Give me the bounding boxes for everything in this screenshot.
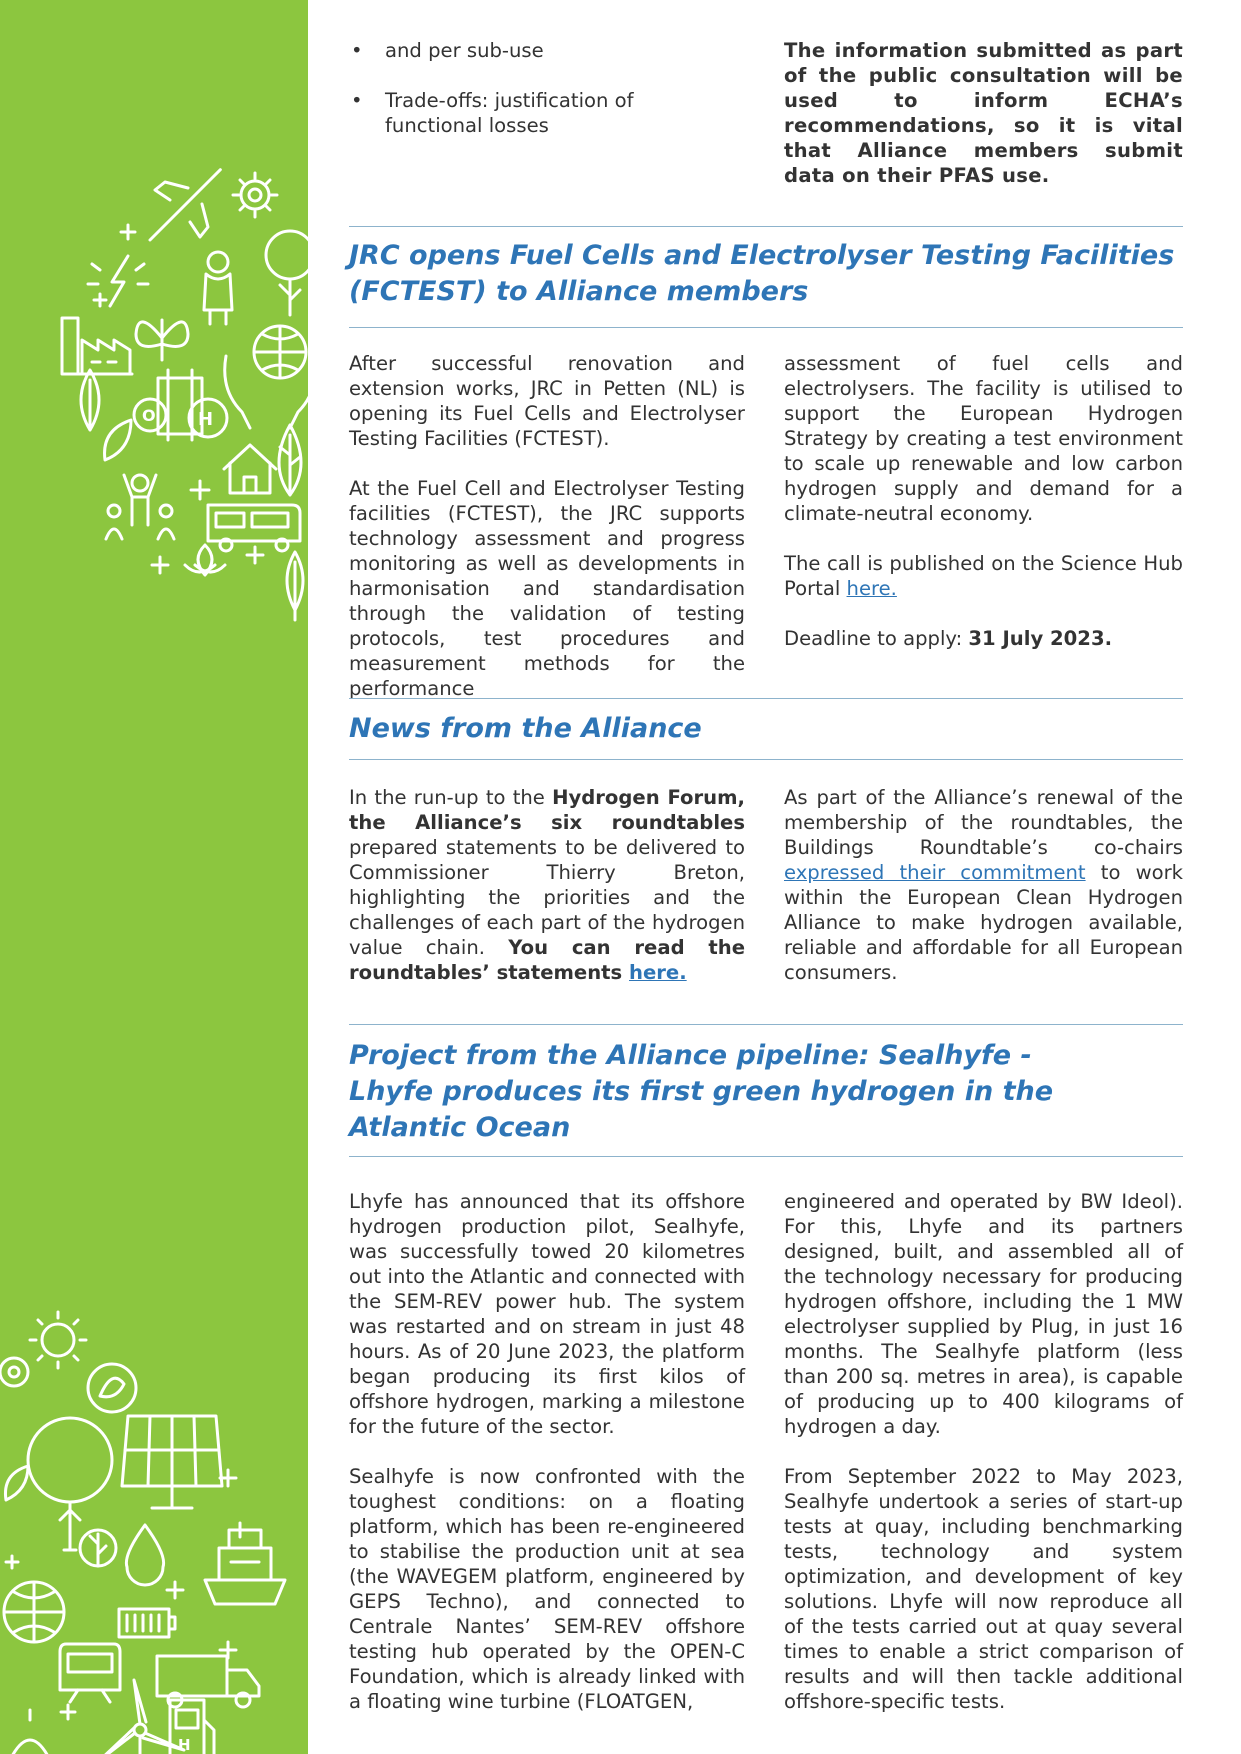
leaf-icon	[81, 370, 99, 430]
globe-icon	[254, 326, 306, 378]
commitment-link[interactable]: expressed their commitment	[784, 861, 1086, 884]
sun-icon	[30, 1312, 86, 1368]
leaf-icon	[105, 420, 131, 460]
section-divider	[349, 1024, 1183, 1025]
water-drop-icon	[126, 1525, 163, 1585]
butterfly-icon	[136, 320, 188, 360]
sealhyfe-right-column	[784, 1189, 1183, 1714]
sidebar-decoration	[0, 0, 308, 1754]
deadline-date: 31 July 2023.	[968, 627, 1113, 650]
sparkle-icon	[121, 225, 135, 239]
sparkle-icon	[152, 557, 168, 573]
section-title-news: News from the Alliance	[349, 713, 702, 744]
paragraph: The call is published on the Science Hub Portal here.	[784, 552, 1183, 600]
leaf-icon	[287, 552, 303, 620]
battery-icon	[119, 1609, 175, 1637]
sealhyfe-left-column	[349, 1189, 745, 1714]
o2-icon	[134, 399, 166, 431]
sidebar-illustrations	[0, 0, 308, 1754]
leaf-icon	[5, 1466, 28, 1500]
science-hub-link[interactable]: here.	[846, 577, 897, 600]
jrc-left-column	[349, 351, 745, 701]
paragraph: As part of the Alliance’s renewal of the membership of the roundtables, the Buildings Roundtable’s co-chairs expressed their commitment to work within the European Clean Hydrogen Alliance to make hydrogen available, reliable and affordable for all European consumers.	[784, 786, 1184, 984]
airplane-icon	[150, 170, 220, 240]
sparkle-icon	[61, 1705, 75, 1719]
section-divider	[349, 759, 1183, 760]
gear-icon	[233, 173, 277, 217]
section-title-sealhyfe: Project from the Alliance pipeline: Sealhyfe - Lhyfe produces its first green hydrogen in the Atlantic Ocean	[349, 1040, 1054, 1143]
news-right-column	[784, 785, 1183, 985]
leaf-icon	[88, 1364, 136, 1412]
paragraph: engineered and operated by BW Ideol). For this, Lhyfe and its partners designed, built, and assembled all of the technology necessary for producing hydrogen offshore, including the 1 MW electrolyser supplied by Plug, in just 16 months. The Sealhyfe platform (less than 200 sq. metres in area), is capable of producing up to 400 kilograms of hydrogen a day.	[784, 1190, 1183, 1438]
tree-icon	[266, 231, 308, 315]
paragraph: At the Fuel Cell and Electrolyser Testing facilities (FCTEST), the JRC supports technology assessment and progress monitoring as well as developments in harmonisation and standardisation through the validation of testing protocols, test procedures and measurement methods for the performance	[349, 477, 745, 700]
leaf-icon	[279, 425, 301, 495]
svg-text:H: H	[198, 409, 214, 430]
ship-icon	[205, 1530, 285, 1604]
jrc-right-column	[784, 351, 1183, 651]
h2-icon	[189, 399, 227, 437]
section-title-jrc: JRC opens Fuel Cells and Electrolyser Testing Facilities (FCTEST) to Alliance members	[349, 240, 1175, 307]
callout-text: The information submitted as part of the public consultation will be used to inform ECHA’s recommendations, so it is vital that Alliance members submit data on their PFAS use.	[784, 39, 1183, 187]
people-icon	[106, 475, 174, 539]
paragraph: After successful renovation and extension works, JRC in Petten (NL) is opening its Fuel Cells and Electrolyser Testing Facilities (FCTEST).	[349, 352, 745, 450]
sparkle-icon	[94, 294, 106, 306]
leaf-icon	[80, 1530, 116, 1566]
sparkle-icon	[247, 547, 263, 563]
svg-text:H: H	[178, 1736, 191, 1754]
gear-icon	[0, 1358, 28, 1386]
paragraph: assessment of fuel cells and electrolysers. The facility is utilised to support the European Hydrogen Strategy by creating a test environment to scale up renewable and low carbon hydrogen supply and demand for a climate-neutral economy.	[784, 352, 1183, 525]
paragraph: Sealhyfe is now confronted with the toughest conditions: on a floating platform, which has been re-engineered to stabilise the production unit at sea (the WAVEGEM platform, engineered by GEPS Techno), and connected to Centrale Nantes’ SEM-REV offshore testing hub operated by the OPEN-C Foundation, which is already linked with a floating wine turbine (FLOATGEN,	[349, 1465, 745, 1713]
section-divider	[349, 226, 1183, 227]
house-icon	[224, 445, 276, 493]
sparkle-icon	[167, 1582, 183, 1598]
main-content	[349, 0, 1183, 1754]
sparkle-icon	[6, 1556, 18, 1568]
bullet-icon: •	[351, 39, 363, 62]
deadline-text: Deadline to apply: 31 July 2023.	[784, 627, 1113, 650]
person-icon	[204, 252, 232, 324]
section-divider	[349, 327, 1183, 328]
globe-icon	[4, 1582, 64, 1642]
solar-panel-icon	[122, 1416, 222, 1508]
news-left-column	[349, 785, 745, 985]
top-bullet-list	[349, 38, 745, 138]
roundtables-statements-link[interactable]: here.	[629, 961, 687, 984]
paragraph: Lhyfe has announced that its offshore hydrogen production pilot, Sealhyfe, was successfully towed 20 kilometres out into the Atlantic and connected with the SEM-REV power hub. The system was restarted and on stream in just 48 hours. As of 20 June 2023, the platform began producing its first kilos of offshore hydrogen, marking a milestone for the future of the sector.	[349, 1190, 745, 1438]
leaf-icon	[185, 545, 225, 575]
svg-text:O: O	[142, 406, 156, 425]
bus-icon	[208, 505, 300, 551]
people-icon	[10, 1710, 50, 1754]
list-item: • Trade-offs: justification of functional losses	[351, 89, 634, 137]
factory-icon	[62, 318, 132, 374]
bullet-icon: •	[351, 89, 363, 112]
train-icon	[60, 1644, 120, 1702]
section-divider	[349, 698, 1183, 699]
section-divider	[349, 1156, 1183, 1157]
paragraph: In the run-up to the Hydrogen Forum, the Alliance’s six roundtables prepared statements to be delivered to Commissioner Thierry Breton, highlighting the priorities and the challenges of each part of the hydrogen value chain. You can read the roundtables’ statements here.	[349, 786, 745, 984]
sparkle-icon	[191, 481, 209, 499]
paragraph: From September 2022 to May 2023, Sealhyfe undertook a series of start-up tests at quay, including benchmarking tests, technology and system optimization, and development of key solutions. Lhyfe will now reproduce all of the tests carried out at quay several times to enable a strict comparison of results and will then tackle additional offshore-specific tests.	[784, 1465, 1183, 1713]
list-item: • and per sub-use	[351, 39, 544, 62]
